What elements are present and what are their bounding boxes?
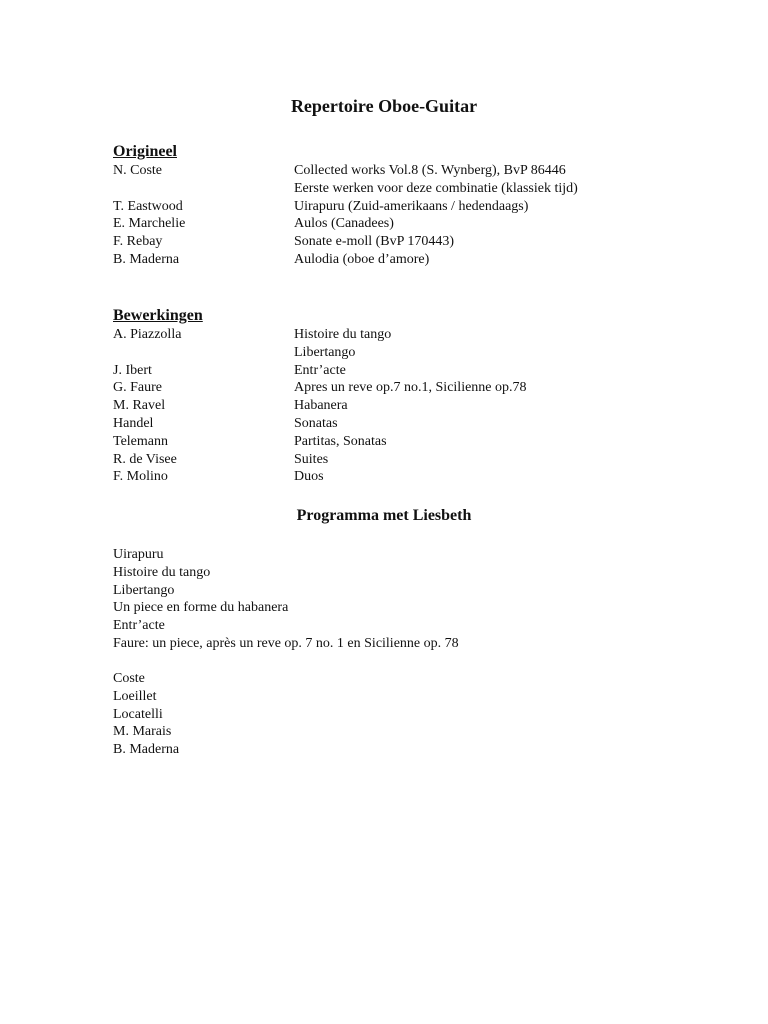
list-item: Histoire du tango: [113, 564, 211, 580]
repertoire-row: [113, 162, 673, 180]
composer-name: Telemann: [113, 433, 168, 449]
composer-name: R. de Visee: [113, 451, 177, 467]
composer-name: E. Marchelie: [113, 216, 186, 232]
work-title: Entr’acte: [294, 362, 346, 378]
repertoire-row: [113, 344, 673, 362]
composer-name: [113, 344, 294, 362]
section-heading-origineel: Origineel: [113, 143, 177, 160]
repertoire-row: [113, 415, 673, 433]
composer-name: A. Piazzolla: [113, 327, 182, 342]
composer-name: [113, 180, 294, 198]
list-item: Locatelli: [113, 706, 163, 722]
work-title: Aulodia (oboe d’amore): [294, 251, 430, 267]
bewerkingen-list: [113, 326, 673, 486]
work-title: Sonate e-moll (BvP 170443): [294, 234, 455, 250]
repertoire-row: [113, 433, 673, 451]
work-title: Duos: [294, 469, 324, 485]
work-title: Sonatas: [294, 415, 338, 431]
repertoire-row: [113, 198, 673, 216]
repertoire-row: [113, 326, 673, 344]
list-item: Entr’acte: [113, 618, 165, 634]
list-item: Faure: un piece, après un reve op. 7 no. 1 en Sicilienne op. 78: [113, 635, 459, 651]
composer-name: B. Maderna: [113, 251, 180, 267]
list-item: Loeillet: [113, 688, 157, 704]
repertoire-row: [113, 379, 673, 397]
composer-name: N. Coste: [113, 163, 162, 178]
work-title: Aulos (Canadees): [294, 216, 394, 232]
repertoire-row: [113, 468, 673, 486]
programma-heading: Programma met Liesbeth: [296, 507, 472, 524]
section-heading-bewerkingen: Bewerkingen: [113, 307, 203, 324]
programma-list-2: [113, 670, 673, 759]
composer-name: Handel: [113, 415, 154, 431]
list-item: Libertango: [113, 582, 175, 598]
repertoire-row: [113, 451, 673, 469]
repertoire-row: [113, 180, 673, 198]
composer-name: J. Ibert: [113, 362, 152, 378]
work-title: Libertango: [294, 344, 356, 360]
composer-name: F. Molino: [113, 469, 168, 485]
work-title: Partitas, Sonatas: [294, 433, 387, 449]
composer-name: T. Eastwood: [113, 198, 183, 214]
repertoire-row: [113, 233, 673, 251]
programma-list-1: [113, 546, 673, 653]
composer-name: F. Rebay: [113, 234, 163, 250]
repertoire-row: [113, 251, 673, 269]
list-item: B. Maderna: [113, 742, 180, 758]
work-title: Eerste werken voor deze combinatie (klassiek tijd): [294, 180, 578, 196]
list-item: Un piece en forme du habanera: [113, 600, 289, 616]
document-title: Repertoire Oboe-Guitar: [290, 96, 478, 116]
work-title: Uirapuru (Zuid-amerikaans / hedendaags): [294, 198, 529, 214]
repertoire-row: [113, 215, 673, 233]
repertoire-row: [113, 397, 673, 415]
composer-name: M. Ravel: [113, 398, 166, 414]
list-item: M. Marais: [113, 724, 172, 740]
origineel-list: [113, 162, 673, 269]
work-title: Collected works Vol.8 (S. Wynberg), BvP 86446: [294, 163, 566, 178]
work-title: Suites: [294, 451, 329, 467]
repertoire-row: [113, 362, 673, 380]
work-title: Habanera: [294, 398, 348, 414]
work-title: Histoire du tango: [294, 327, 392, 342]
list-item: Uirapuru: [113, 547, 164, 562]
list-item: Coste: [113, 671, 145, 686]
composer-name: G. Faure: [113, 380, 162, 396]
work-title: Apres un reve op.7 no.1, Sicilienne op.78: [294, 380, 527, 396]
